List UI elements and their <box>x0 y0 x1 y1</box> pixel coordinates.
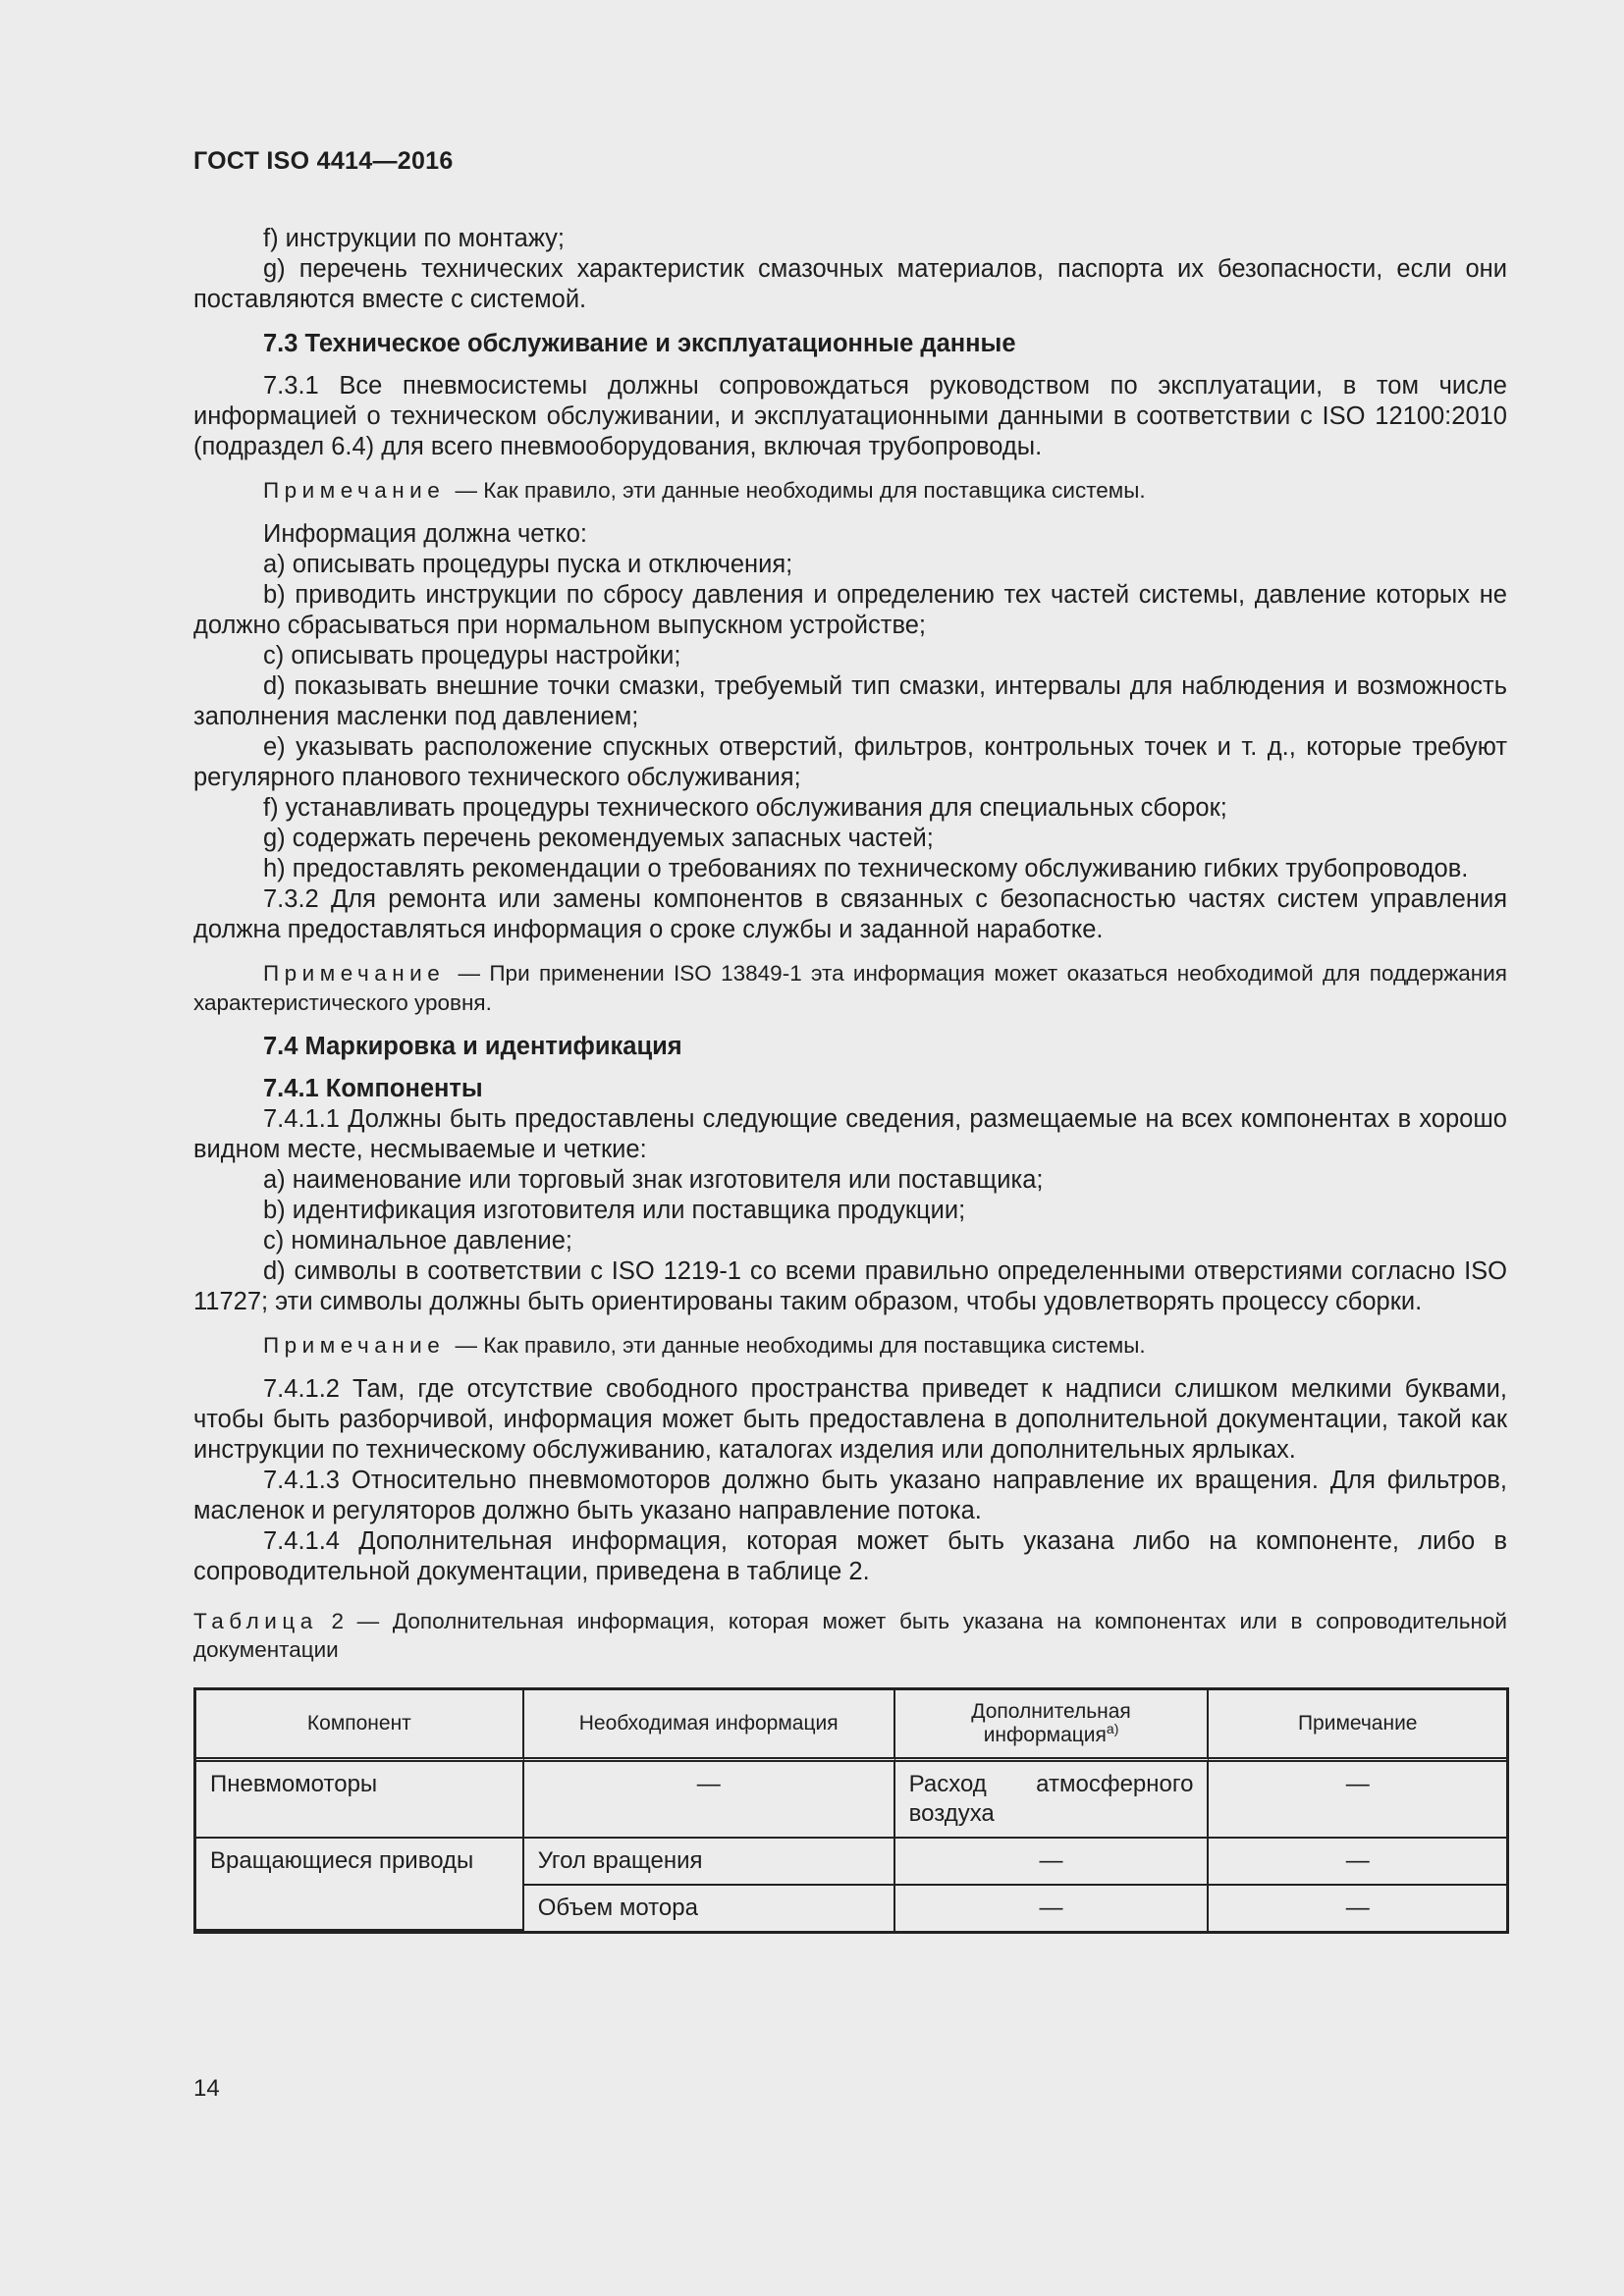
note-label: Примечание <box>263 478 446 503</box>
note-text: — Как правило, эти данные необходимы для поставщика системы. <box>449 478 1146 503</box>
footnote-marker: а) <box>1106 1721 1119 1736</box>
column-header-required: Необходимая информация <box>524 1690 895 1762</box>
section-heading-7-4: 7.4 Маркировка и идентификация <box>263 1033 682 1060</box>
list-item: f) устанавливать процедуры технического обслуживания для специальных сборок; <box>263 794 1227 822</box>
table-row <box>196 1839 1506 1886</box>
document-header: ГОСТ ISO 4414—2016 <box>193 147 454 175</box>
paragraph-7-4-1-1: 7.4.1.1 Должны быть предоставлены следующие сведения, размещаемые на всех компонентах в хорошо видном месте, несмываемые и четкие: <box>193 1105 1507 1163</box>
list-item: d) показывать внешние точки смазки, требуемый тип смазки, интервалы для наблюдения и возможность заполнения масленки под давлением; <box>193 672 1507 730</box>
list-item: c) описывать процедуры настройки; <box>263 642 681 669</box>
paragraph-7-4-1-4: 7.4.1.4 Дополнительная информация, которая может быть указана либо на компоненте, либо в сопроводительной документации, приведена в таблице 2. <box>193 1527 1507 1585</box>
table-cell-additional: Расход атмосферного воздуха <box>895 1762 1210 1839</box>
table-cell-additional: — <box>895 1886 1210 1931</box>
table-2 <box>193 1687 1509 1934</box>
list-item: e) указывать расположение спускных отверстий, фильтров, контрольных точек и т. д., которые требуют регулярного планового технического обслуживания; <box>193 733 1507 791</box>
list-item-g-lubricants: g) перечень технических характеристик смазочных материалов, паспорта их безопасности, если они поставляются вместе с системой. <box>193 255 1507 313</box>
table-caption <box>193 1607 1507 1664</box>
list-item: b) идентификация изготовителя или поставщика продукции; <box>263 1197 966 1224</box>
table-cell-required: Угол вращения <box>524 1839 895 1886</box>
list-item: b) приводить инструкции по сбросу давления и определению тех частей системы, давление которых не должно сбрасываться при нормальном выпускном устройстве; <box>193 581 1507 639</box>
section-heading-7-4-1: 7.4.1 Компоненты <box>263 1075 483 1102</box>
list-item: g) содержать перечень рекомендуемых запасных частей; <box>263 825 934 852</box>
table-cell-note: — <box>1209 1839 1506 1886</box>
list-item: h) предоставлять рекомендации о требованиях по техническому обслуживанию гибких трубопроводов. <box>263 855 1469 882</box>
table-caption-text: 2 — Дополнительная информация, которая может быть указана на компонентах или в сопроводительной документации <box>193 1609 1507 1662</box>
table-caption-label: Таблица <box>193 1609 318 1633</box>
column-header-additional <box>895 1690 1210 1762</box>
paragraph-7-3-1: 7.3.1 Все пневмосистемы должны сопровождаться руководством по эксплуатации, в том числе информацией о техническом обслуживании, и эксплуатационными данными в соответствии с ISO 12100:2010 (подраздел 6.4) для всего пневмооборудования, включая трубопроводы. <box>193 372 1507 460</box>
column-header-note: Примечание <box>1209 1690 1506 1762</box>
table-cell-note: — <box>1209 1762 1506 1839</box>
note-2 <box>193 959 1507 1018</box>
table-header-row <box>196 1690 1506 1762</box>
note-label: Примечание <box>263 961 446 986</box>
note-label: Примечание <box>263 1333 446 1358</box>
table-cell-component: Вращающиеся приводы <box>196 1839 524 1931</box>
table-cell-required: Объем мотора <box>524 1886 895 1931</box>
note-1 <box>193 476 1507 506</box>
list-item: a) описывать процедуры пуска и отключения; <box>263 551 793 578</box>
list-item: a) наименование или торговый знак изготовителя или поставщика; <box>263 1166 1044 1194</box>
table-cell-note: — <box>1345 1895 1370 1921</box>
document-body <box>193 224 1507 1934</box>
column-header-additional-text: Дополнительная информация <box>971 1700 1131 1746</box>
list-item: d) символы в соответствии с ISO 1219-1 со всеми правильно определенными отверстиями согласно ISO 11727; эти символы должны быть ориентированы таким образом, чтобы удовлетворять процессу сборки. <box>193 1257 1507 1315</box>
table-cell-required: — <box>524 1762 895 1839</box>
note-text: — При применении ISO 13849-1 эта информация может оказаться необходимой для поддержания характеристического уровня. <box>193 961 1507 1015</box>
note-text: — Как правило, эти данные необходимы для поставщика системы. <box>449 1333 1146 1358</box>
paragraph-7-4-1-2: 7.4.1.2 Там, где отсутствие свободного пространства приведет к надписи слишком мелкими буквами, чтобы быть разборчивой, информация может быть предоставлена в дополнительной документации, такой как инструкции по техническому обслуживанию, каталогах изделия или дополнительных ярлыках. <box>193 1375 1507 1464</box>
list-item: c) номинальное давление; <box>263 1227 573 1255</box>
page-number: 14 <box>193 2075 220 2102</box>
note-3 <box>193 1331 1507 1361</box>
list-item-f-installation: f) инструкции по монтажу; <box>263 225 566 252</box>
section-heading-7-3: 7.3 Техническое обслуживание и эксплуатационные данные <box>263 330 1016 357</box>
table-cell-additional: — <box>895 1839 1210 1886</box>
paragraph-7-4-1-3: 7.4.1.3 Относительно пневмомоторов должно быть указано направление их вращения. Для фильтров, масленок и регуляторов должно быть указано направление потока. <box>193 1467 1507 1524</box>
info-intro: Информация должна четко: <box>263 520 588 548</box>
column-header-component: Компонент <box>196 1690 524 1762</box>
table-cell-component: Пневмомоторы <box>196 1762 524 1839</box>
table-row <box>196 1762 1506 1839</box>
paragraph-7-3-2: 7.3.2 Для ремонта или замены компонентов в связанных с безопасностью частях систем управления должна предоставляться информация о сроке службы и заданной наработке. <box>193 885 1507 943</box>
